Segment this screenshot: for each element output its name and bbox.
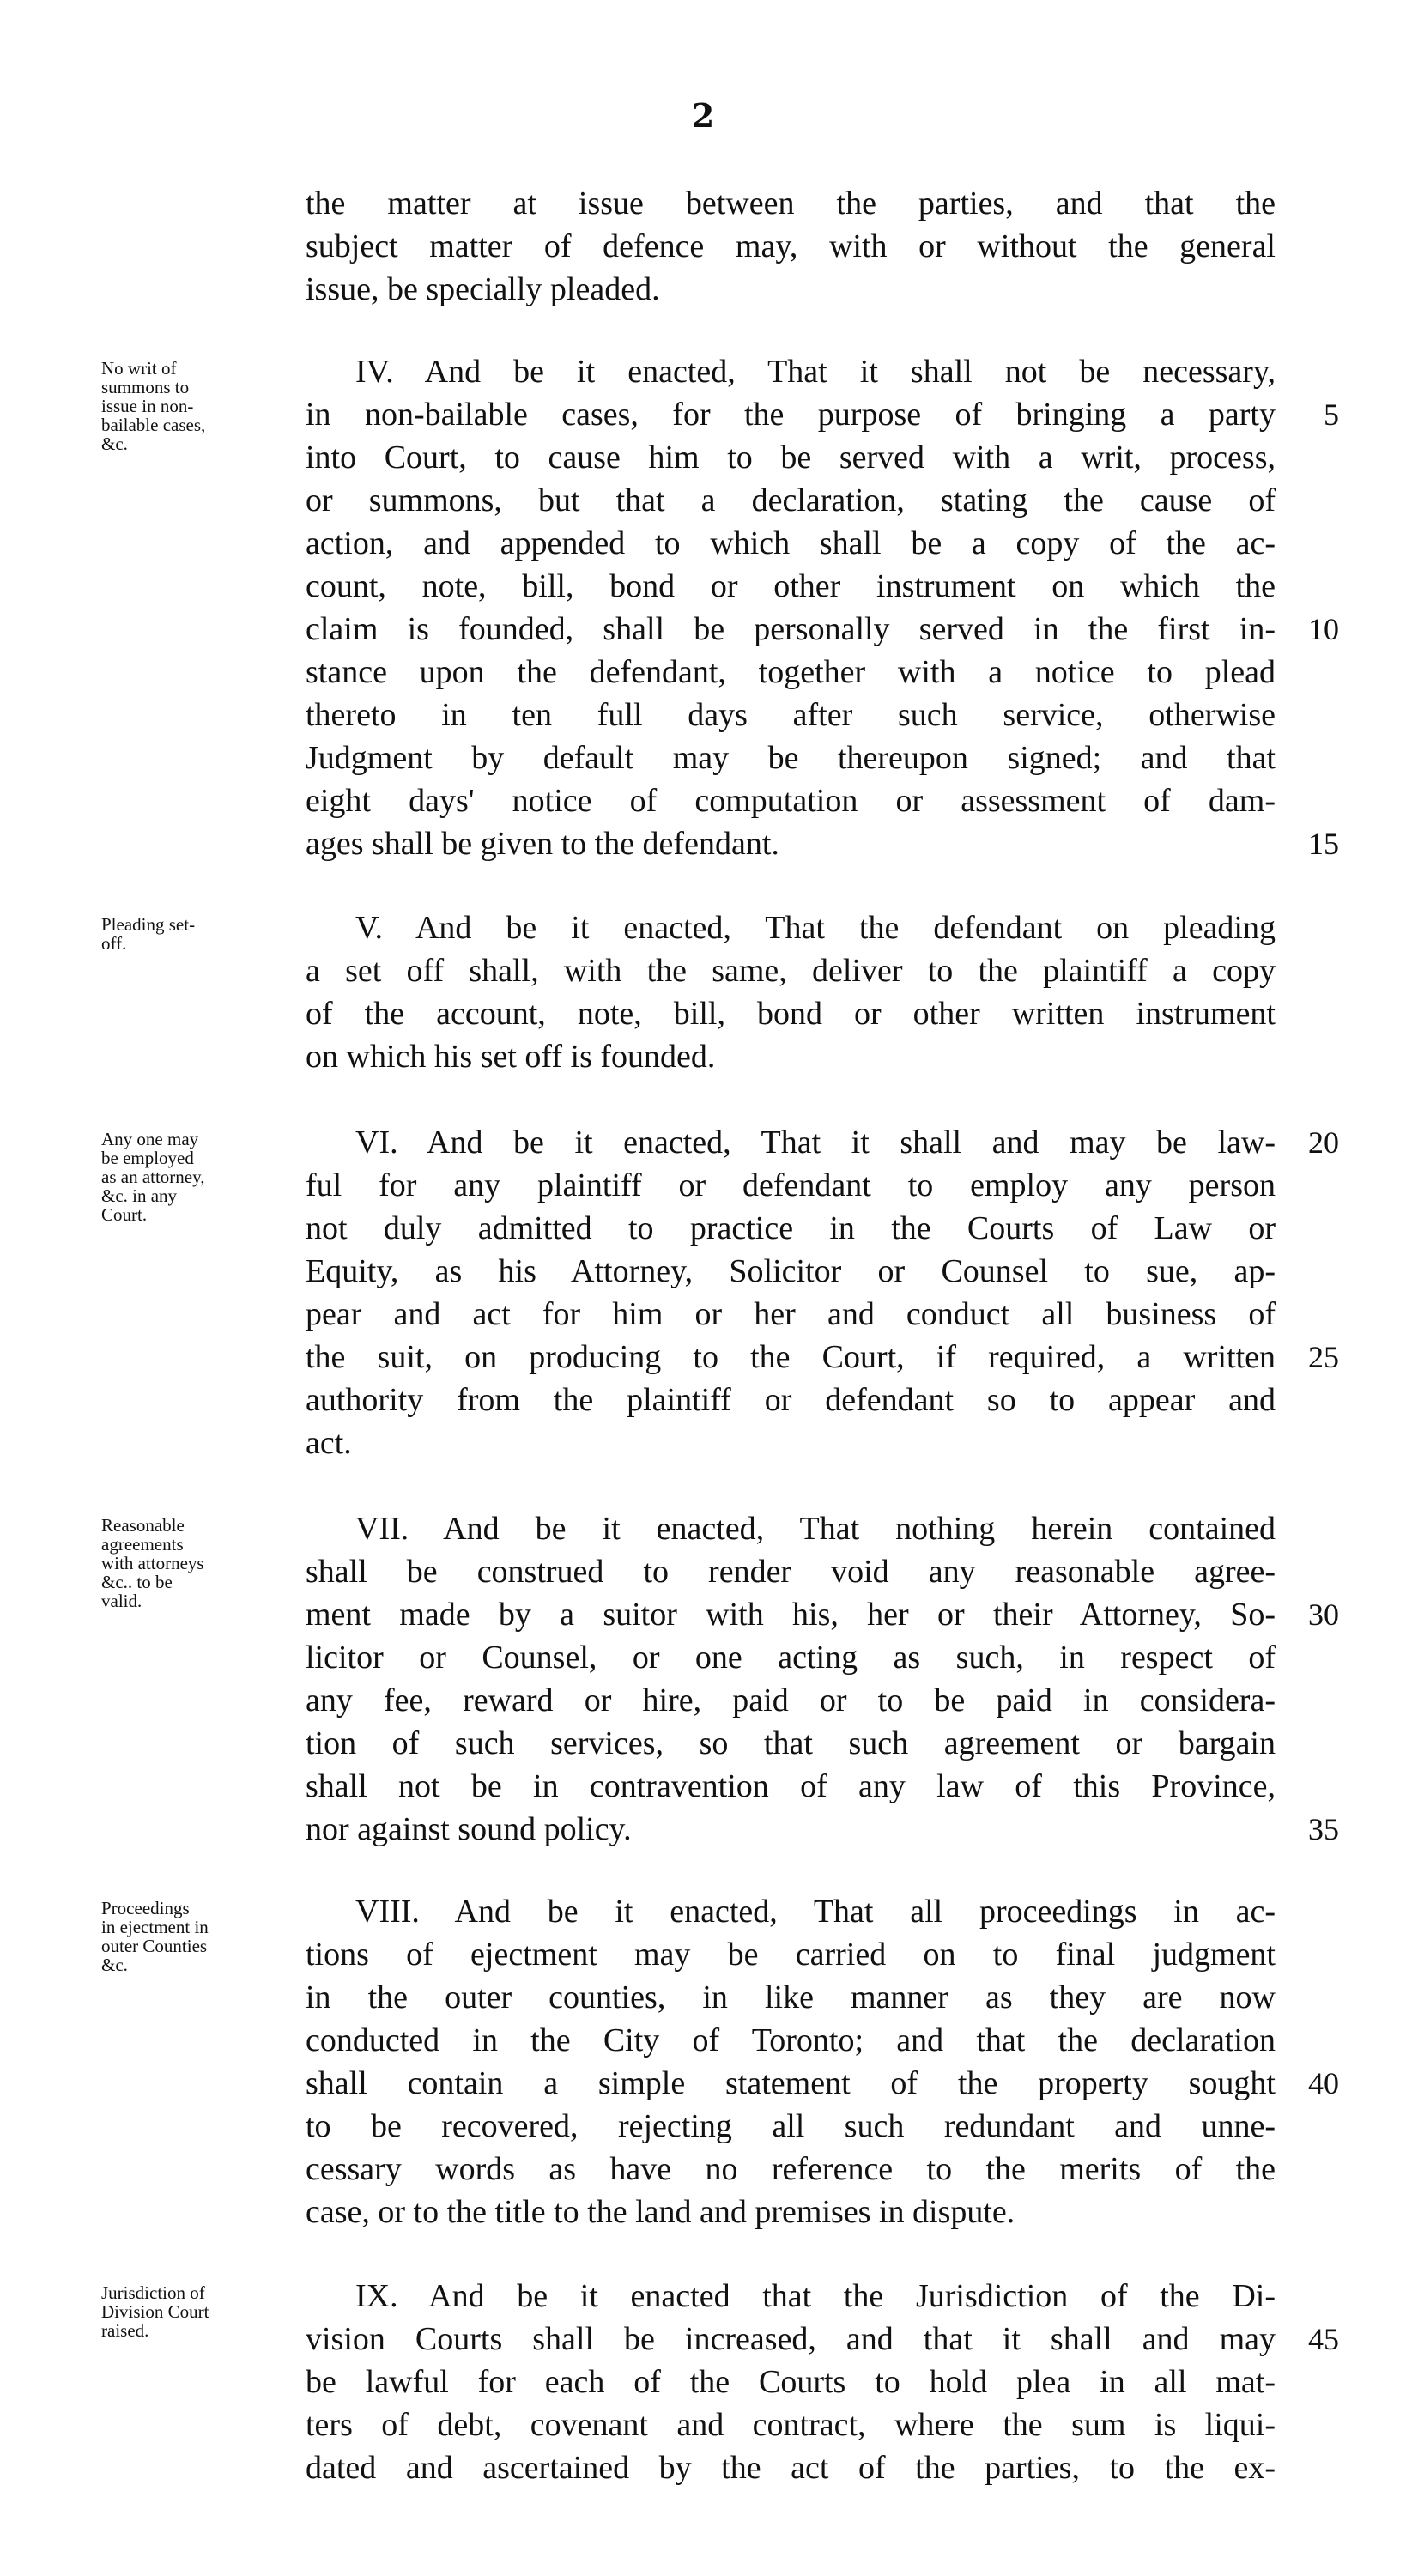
text-line: claim is founded, shall be personally served in the first in- (306, 611, 1276, 647)
text-line: Equity, as his Attorney, Solicitor or Counsel to sue, ap- (306, 1253, 1276, 1289)
line-number: 45 (1308, 2322, 1339, 2356)
text-line: VI. And be it enacted, That it shall and may be law- (355, 1124, 1276, 1161)
text-line: eight days' notice of computation or assessment of dam- (306, 783, 1276, 819)
line-number: 15 (1308, 827, 1339, 861)
text-line: be lawful for each of the Courts to hold plea in all mat- (306, 2364, 1276, 2400)
text-line: V. And be it enacted, That the defendant on pleading (355, 910, 1276, 946)
text-line: a set off shall, with the same, deliver to the plaintiff a copy (306, 953, 1276, 989)
line-number: 5 (1324, 397, 1339, 432)
text-line: ful for any plaintiff or defendant to employ any person (306, 1167, 1276, 1203)
text-line: dated and ascertained by the act of the parties, to the ex- (306, 2450, 1276, 2486)
line-number: 20 (1308, 1125, 1339, 1160)
text-line: shall not be in contravention of any law of this Province, (306, 1768, 1276, 1804)
text-line: in the outer counties, in like manner as they are now (306, 1979, 1276, 2015)
margin-note-vii: Reasonable agreements with attorneys &c.. to be valid. (101, 1515, 204, 1611)
text-line: of the account, note, bill, bond or other written instrument (306, 996, 1276, 1032)
text-line: case, or to the title to the land and premises in dispute. (306, 2194, 1015, 2230)
line-number: 40 (1308, 2066, 1339, 2100)
text-line: Judgment by default may be thereupon signed; and that (306, 740, 1276, 776)
margin-note-viii: Proceedings in ejectment in outer Counties &c. (101, 1898, 209, 1975)
text-line: act. (306, 1425, 352, 1461)
line-number: 25 (1308, 1340, 1339, 1374)
text-line: thereto in ten full days after such service, otherwise (306, 697, 1276, 733)
text-line: any fee, reward or hire, paid or to be paid in considera- (306, 1682, 1276, 1718)
text-line: authority from the plaintiff or defendant so to appear and (306, 1382, 1276, 1418)
text-line: issue, be specially pleaded. (306, 271, 660, 307)
text-line: subject matter of defence may, with or without the general (306, 228, 1276, 264)
text-line: tions of ejectment may be carried on to final judgment (306, 1937, 1276, 1973)
text-line: IV. And be it enacted, That it shall not be necessary, (355, 354, 1276, 390)
text-line: VIII. And be it enacted, That all proceedings in ac- (355, 1894, 1276, 1930)
margin-note-iv: No writ of summons to issue in non- bailable cases, &c. (101, 358, 206, 454)
text-line: ment made by a suitor with his, her or their Attorney, So- (306, 1597, 1276, 1633)
text-line: licitor or Counsel, or one acting as such, in respect of (306, 1640, 1276, 1676)
line-number: 35 (1308, 1812, 1339, 1846)
text-line: shall contain a simple statement of the property sought (306, 2065, 1276, 2101)
text-line: in non-bailable cases, for the purpose of bringing a party (306, 397, 1276, 433)
text-line: tion of such services, so that such agreement or bargain (306, 1725, 1276, 1761)
text-line: nor against sound policy. (306, 1811, 632, 1847)
text-line: conducted in the City of Toronto; and that the declaration (306, 2022, 1276, 2058)
text-line: shall be construed to render void any reasonable agree- (306, 1554, 1276, 1590)
text-line: to be recovered, rejecting all such redundant and unne- (306, 2108, 1276, 2144)
text-line: ages shall be given to the defendant. (306, 826, 779, 862)
text-line: action, and appended to which shall be a copy of the ac- (306, 525, 1276, 561)
text-line: on which his set off is founded. (306, 1039, 716, 1075)
text-line: stance upon the defendant, together with a notice to plead (306, 654, 1276, 690)
text-line: ters of debt, covenant and contract, where the sum is liqui- (306, 2407, 1276, 2443)
text-line: the suit, on producing to the Court, if required, a written (306, 1339, 1276, 1375)
text-line: cessary words as have no reference to the merits of the (306, 2151, 1276, 2187)
text-line: IX. And be it enacted that the Jurisdiction of the Di- (355, 2278, 1276, 2314)
line-number: 10 (1308, 612, 1339, 646)
margin-note-v: Pleading set- off. (101, 914, 196, 954)
margin-note-vi: Any one may be employed as an attorney, &c. in any Court. (101, 1129, 205, 1225)
text-line: pear and act for him or her and conduct all business of (306, 1296, 1276, 1332)
text-line: count, note, bill, bond or other instrument on which the (306, 568, 1276, 604)
margin-note-ix: Jurisdiction of Division Court raised. (101, 2282, 209, 2341)
text-line: into Court, to cause him to be served with a writ, process, (306, 439, 1276, 476)
text-line: vision Courts shall be increased, and that it shall and may (306, 2321, 1276, 2357)
text-line: VII. And be it enacted, That nothing herein contained (355, 1511, 1276, 1547)
text-line: or summons, but that a declaration, stating the cause of (306, 482, 1276, 518)
text-line: the matter at issue between the parties, and that the (306, 185, 1276, 221)
line-number: 30 (1308, 1597, 1339, 1632)
page-number: 2 (691, 96, 715, 135)
text-line: not duly admitted to practice in the Courts of Law or (306, 1210, 1276, 1246)
